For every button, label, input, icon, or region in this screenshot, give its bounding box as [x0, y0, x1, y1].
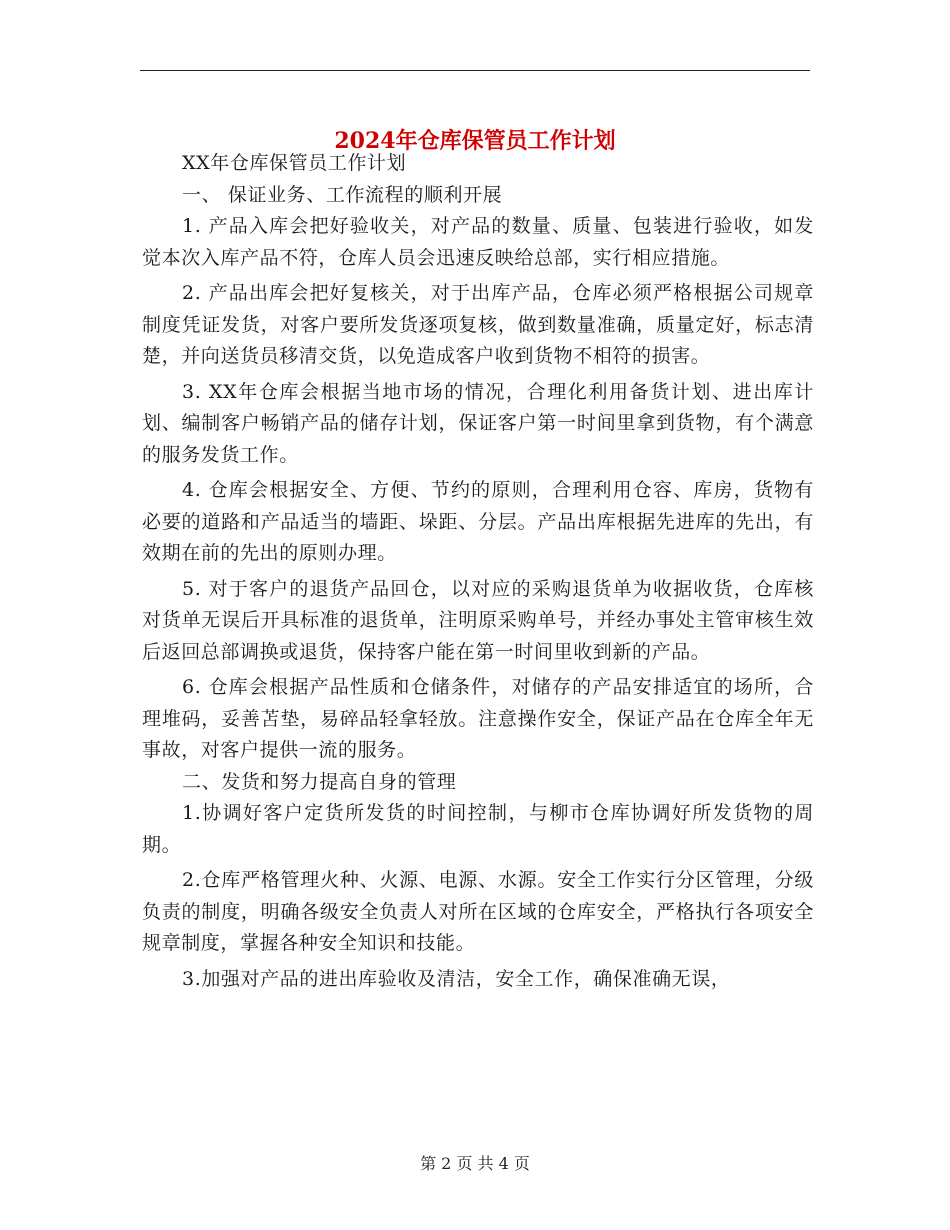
- paragraph-item-4: 4. 仓库会根据安全、方便、节约的原则，合理利用仓容、库房，货物有必要的道路和产品适当的墙距、垛距、分层。产品出库根据先进库的先出，有效期在前的先出的原则办理。: [142, 479, 814, 564]
- paragraph-item-5: 5. 对于客户的退货产品回仓，以对应的采购退货单为收据收货，仓库核对货单无误后开具标准的退货单，注明原采购单号，并经办事处主管审核生效后返回总部调换或退货，保持客户能在第一时间里收到新的产品。: [142, 577, 814, 663]
- paragraph-item-3: 3. XX年仓库会根据当地市场的情况，合理化利用备货计划、进出库计划、编制客户畅销产品的储存计划，保证客户第一时间里拿到货物，有个满意的服务发货工作。: [142, 380, 814, 466]
- paragraph-item-2: 2. 产品出库会把好复核关，对于出库产品，仓库必须严格根据公司规章制度凭证发货，对客户要所发货逐项复核，做到数量准确，质量定好，标志清楚，并向送货员移清交货，以免造成客户收到货物不相符的损害。: [142, 282, 814, 367]
- document-title: 2024年仓库保管员工作计划: [334, 127, 616, 154]
- document-body: [142, 148, 814, 995]
- paragraph-item-9: 3.加强对产品的进出库验收及清洁，安全工作，确保准确无误，: [182, 967, 731, 990]
- paragraph-item-6: 6. 仓库会根据产品性质和仓储条件，对储存的产品安排适宜的场所，合理堆码，妥善苫垫，易碎品轻拿轻放。注意操作安全，保证产品在仓库全年无事故，对客户提供一流的服务。: [142, 676, 814, 761]
- paragraph-item-7: 1.协调好客户定货所发货的时间控制，与柳市仓库协调好所发货物的周期。: [142, 802, 814, 856]
- page-number: 第 2 页 共 4 页: [420, 1154, 530, 1173]
- header-rule: [140, 70, 810, 71]
- paragraph-item-8: 2.仓库严格管理火种、火源、电源、水源。安全工作实行分区管理，分级负责的制度，明确各级安全负责人对所在区域的仓库安全，严格执行各项安全规章制度，掌握各种安全知识和技能。: [142, 869, 814, 954]
- paragraph-subtitle: XX年仓库保管员工作计划: [182, 152, 407, 174]
- paragraph-item-1: 1. 产品入库会把好验收关，对产品的数量、质量、包装进行验收，如发觉本次入库产品不符，仓库人员会迅速反映给总部，实行相应措施。: [142, 215, 814, 269]
- section-heading-2: 二、发货和努力提高自身的管理: [182, 770, 457, 793]
- section-heading-1: 一、 保证业务、工作流程的顺利开展: [182, 183, 503, 206]
